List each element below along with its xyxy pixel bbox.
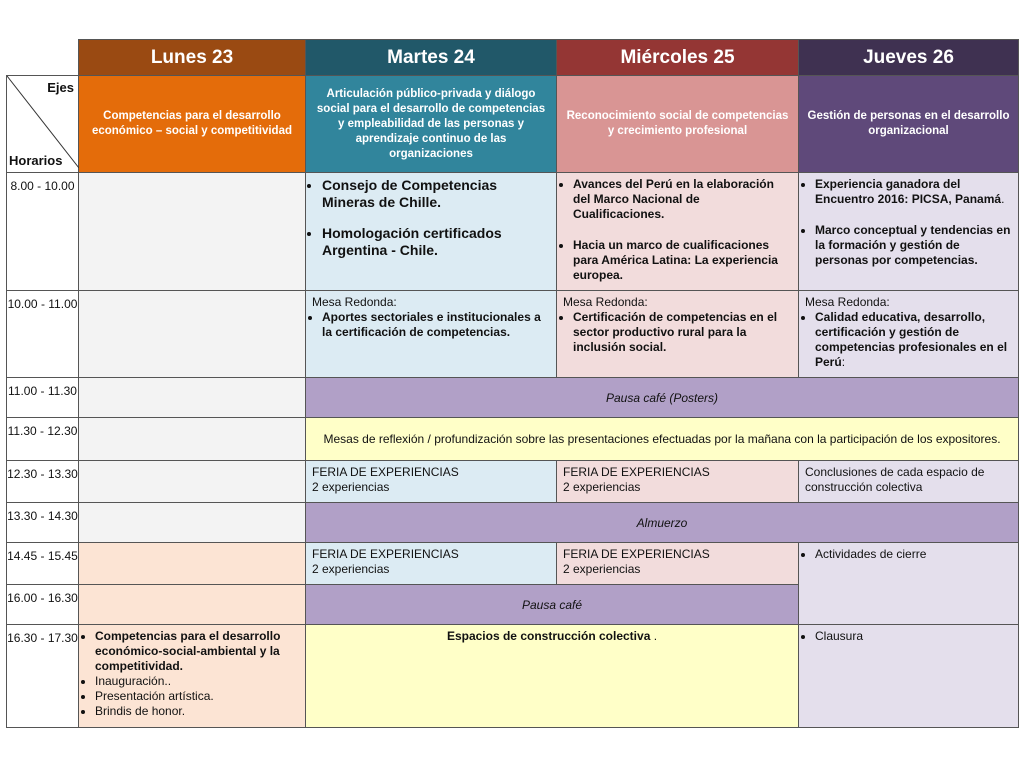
row-1230 (7, 461, 1019, 503)
list-item-text: Experiencia ganadora del Encuentro 2016: PICSA, Panamá (815, 177, 1002, 206)
feria-miercoles-cell (557, 543, 799, 585)
list-item: • Inauguración.. (95, 674, 299, 689)
lunes-empty-cell (79, 418, 306, 461)
cierre-cell (799, 543, 1019, 625)
list-item: • Hacia un marco de cualificaciones para América Latina: La experiencia europea. (573, 238, 792, 283)
feria-subtitle: 2 experiencias (312, 480, 390, 494)
clausura-cell (799, 625, 1019, 728)
list-item: • Homologación certificados Argentina - Chile. (322, 225, 550, 259)
horarios-label: Horarios (9, 153, 63, 168)
day-jueves: Jueves 26 (799, 40, 1019, 76)
row-1100 (7, 378, 1019, 418)
feria-miercoles-cell (557, 461, 799, 503)
ejes-label: Ejes (47, 80, 74, 95)
lunes-empty-cell (79, 291, 306, 378)
row-0800 (7, 173, 1019, 291)
time-cell: 11.00 - 11.30 (7, 378, 79, 418)
time-cell: 13.30 - 14.30 (7, 503, 79, 543)
espacios-suffix: . (650, 629, 658, 643)
list-item: • Actividades de cierre (815, 547, 1012, 562)
espacios-cell (306, 625, 799, 728)
miercoles-0800-cell (557, 173, 799, 291)
list-item-text: Calidad educativa, desarrollo, certificación y gestión de competencias profesionales en el Perú (815, 310, 1008, 369)
day-martes: Martes 24 (306, 40, 557, 76)
feria-title: FERIA DE EXPERIENCIAS (312, 547, 459, 561)
day-lunes: Lunes 23 (79, 40, 306, 76)
list-item (815, 177, 1012, 207)
mesas-reflexion-cell: Mesas de reflexión / profundización sobre las presentaciones efectuadas por la mañana con la participación de los expositores. (306, 418, 1019, 461)
martes-1000-cell (306, 291, 557, 378)
lunes-empty-cell (79, 503, 306, 543)
list-item-suffix: : (841, 355, 846, 369)
feria-title: FERIA DE EXPERIENCIAS (312, 465, 459, 479)
list-item (815, 310, 1012, 370)
day-header-row (7, 40, 1019, 76)
list-item: • Presentación artística. (95, 689, 299, 704)
conclusiones-cell: Conclusiones de cada espacio de construcción colectiva (799, 461, 1019, 503)
feria-subtitle: 2 experiencias (563, 480, 641, 494)
schedule-table (6, 39, 1019, 728)
row-1130 (7, 418, 1019, 461)
lunes-peach-cell (79, 585, 306, 625)
axes-row (7, 76, 1019, 173)
feria-subtitle: 2 experiencias (563, 562, 641, 576)
lunes-empty-cell (79, 378, 306, 418)
axis-lunes: Competencias para el desarrollo económico – social y competitividad (79, 76, 306, 173)
time-cell: 8.00 - 10.00 (7, 173, 79, 291)
day-miercoles: Miércoles 25 (557, 40, 799, 76)
list-item: • Consejo de Competencias Mineras de Chille. (322, 177, 550, 211)
row-1445 (7, 543, 1019, 585)
miercoles-1000-cell (557, 291, 799, 378)
lunes-empty-cell (79, 461, 306, 503)
row-1630 (7, 625, 1019, 728)
list-item: • Certificación de competencias en el sector productivo rural para la inclusión social. (573, 310, 792, 355)
mesa-redonda-label: Mesa Redonda: (805, 295, 890, 309)
time-cell: 10.00 - 11.00 (7, 291, 79, 378)
list-item-suffix: . (1001, 192, 1005, 206)
corner-blank (7, 40, 79, 76)
feria-subtitle: 2 experiencias (312, 562, 390, 576)
row-1000 (7, 291, 1019, 378)
espacios-text: Espacios de construcción colectiva (446, 629, 651, 643)
feria-martes-cell (306, 543, 557, 585)
almuerzo-cell: Almuerzo (306, 503, 1019, 543)
feria-martes-cell (306, 461, 557, 503)
row-1330 (7, 503, 1019, 543)
pausa-cafe-cell: Pausa café (306, 585, 799, 625)
mesa-redonda-label: Mesa Redonda: (312, 295, 397, 309)
time-cell: 16.30 - 17.30 (7, 625, 79, 728)
time-cell: 14.45 - 15.45 (7, 543, 79, 585)
time-cell: 12.30 - 13.30 (7, 461, 79, 503)
lunes-1630-cell (79, 625, 306, 728)
martes-0800-cell (306, 173, 557, 291)
time-cell: 16.00 - 16.30 (7, 585, 79, 625)
time-cell: 11.30 - 12.30 (7, 418, 79, 461)
list-item: • Competencias para el desarrollo económico-social-ambiental y la competitividad. (95, 629, 299, 674)
list-item: • Avances del Perú en la elaboración del Marco Nacional de Cualificaciones. (573, 177, 792, 222)
jueves-1000-cell (799, 291, 1019, 378)
feria-title: FERIA DE EXPERIENCIAS (563, 465, 710, 479)
mesa-redonda-label: Mesa Redonda: (563, 295, 648, 309)
list-item: • Marco conceptual y tendencias en la formación y gestión de personas por competencias. (815, 223, 1012, 268)
list-item: • Brindis de honor. (95, 704, 299, 719)
axis-martes: Articulación público-privada y diálogo social para el desarrollo de competencias y empleabilidad de las personas y aprendizaje continuo de las organizaciones (306, 76, 557, 173)
list-item: • Aportes sectoriales e institucionales a la certificación de competencias. (322, 310, 550, 340)
ejes-horarios-corner (7, 76, 79, 173)
list-item: • Clausura (815, 629, 1012, 644)
feria-title: FERIA DE EXPERIENCIAS (563, 547, 710, 561)
lunes-peach-cell (79, 543, 306, 585)
pausa-posters-cell: Pausa café (Posters) (306, 378, 1019, 418)
axis-miercoles: Reconocimiento social de competencias y crecimiento profesional (557, 76, 799, 173)
jueves-0800-cell (799, 173, 1019, 291)
axis-jueves: Gestión de personas en el desarrollo organizacional (799, 76, 1019, 173)
lunes-empty-cell (79, 173, 306, 291)
